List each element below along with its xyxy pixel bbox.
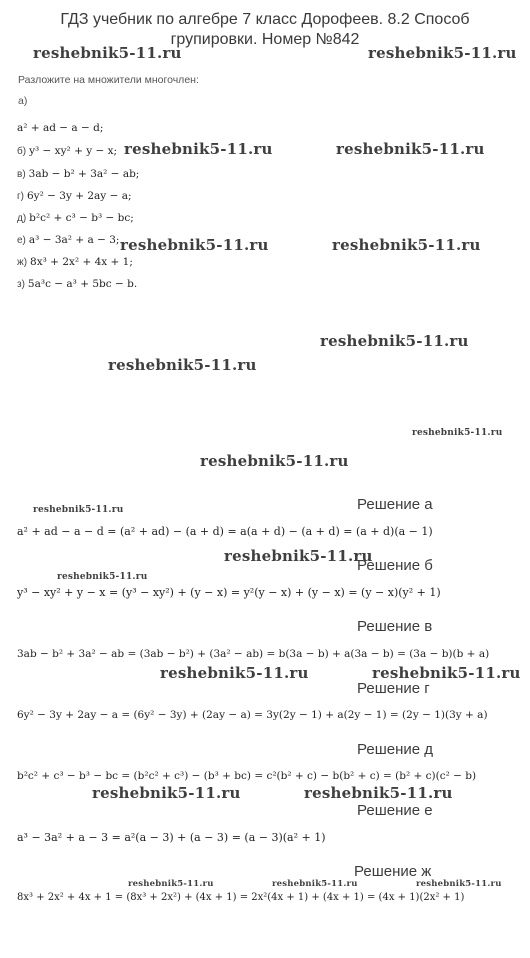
problem-expr: a³ − 3a² + a − 3; [28, 234, 120, 246]
problem-label: в) [17, 169, 26, 180]
problem-e [17, 234, 119, 246]
title-line-1: ГДЗ учебник по алгебре 7 класс Дорофеев. 8.2 Способ [60, 11, 470, 28]
watermark: reshebnik5-11.ru [92, 784, 241, 802]
solution-heading-g: Решение г [357, 680, 430, 697]
watermark: reshebnik5-11.ru [412, 428, 503, 438]
solution-equation-zh: 8x³ + 2x² + 4x + 1 = (8x³ + 2x²) + (4x + 1) = 2x²(4x + 1) + (4x + 1) = (4x + 1)(2x² + 1) [17, 892, 465, 903]
watermark: reshebnik5-11.ru [224, 547, 373, 565]
solution-equation-d: b²c² + c³ − b³ − bc = (b²c² + c³) − (b³ + bc) = c²(b² + c) − b(b² + c) = (b² + c)(c² − b) [17, 770, 477, 782]
problem-z [17, 278, 137, 290]
problem-label: г) [17, 191, 24, 202]
watermark: reshebnik5-11.ru [372, 664, 521, 682]
watermark: reshebnik5-11.ru [128, 879, 214, 889]
problem-expr: 6y² − 3y + 2ay − a; [26, 190, 132, 202]
solution-heading-a: Решение а [357, 496, 433, 513]
problem-label: б) [17, 146, 27, 157]
solution-equation-g: 6y² − 3y + 2ay − a = (6y² − 3y) + (2ay − a) = 3y(2y − 1) + a(2y − 1) = (2y − 1)(3y + a) [17, 709, 488, 721]
watermark: reshebnik5-11.ru [416, 879, 502, 889]
solution-heading-zh: Решение ж [354, 863, 432, 880]
solution-heading-b: Решение б [357, 557, 433, 574]
title-line-2: групировки. Номер №842 [170, 31, 360, 48]
problem-v [17, 168, 139, 180]
watermark: reshebnik5-11.ru [304, 784, 453, 802]
watermark: reshebnik5-11.ru [320, 332, 469, 350]
problem-a: a² + ad − a − d; [17, 122, 104, 134]
problem-d [17, 212, 134, 224]
task-text: Разложите на множители многочлен: [18, 74, 199, 86]
problem-expr: 8x³ + 2x² + 4x + 1; [30, 256, 133, 268]
solution-equation-b: y³ − xy² + y − x = (y³ − xy²) + (y − x) = y²(y − x) + (y − x) = (y − x)(y² + 1) [17, 586, 441, 599]
problem-label: ж) [17, 257, 28, 268]
solution-equation-v: 3ab − b² + 3a² − ab = (3ab − b²) + (3a² − ab) = b(3a − b) + a(3a − b) = (3a − b)(b + a) [17, 648, 490, 660]
problem-expr: 3ab − b² + 3a² − ab; [28, 168, 140, 180]
problem-expr: b²c² + c³ − b³ − bc; [29, 212, 134, 224]
problem-label: з) [17, 279, 25, 290]
solution-heading-d: Решение д [357, 741, 433, 758]
problem-label: е) [17, 235, 26, 246]
problem-expr: y³ − xy² + y − x; [29, 145, 118, 157]
watermark: reshebnik5-11.ru [332, 236, 481, 254]
watermark: reshebnik5-11.ru [33, 44, 182, 62]
solution-equation-e: a³ − 3a² + a − 3 = a²(a − 3) + (a − 3) = (a − 3)(a² + 1) [17, 831, 326, 844]
watermark: reshebnik5-11.ru [160, 664, 309, 682]
watermark: reshebnik5-11.ru [124, 140, 273, 158]
watermark: reshebnik5-11.ru [57, 572, 148, 582]
problem-label: д) [17, 213, 27, 224]
solution-equation-a: a² + ad − a − d = (a² + ad) − (a + d) = a(a + d) − (a + d) = (a + d)(a − 1) [17, 525, 433, 538]
solution-heading-v: Решение в [357, 618, 433, 635]
watermark: reshebnik5-11.ru [120, 236, 269, 254]
item-a-label: а) [18, 95, 28, 107]
watermark: reshebnik5-11.ru [336, 140, 485, 158]
problem-zh [17, 256, 133, 268]
watermark: reshebnik5-11.ru [200, 452, 349, 470]
problem-b [17, 145, 117, 157]
watermark: reshebnik5-11.ru [368, 44, 517, 62]
problem-expr: 5a³c − a³ + 5bc − b. [27, 278, 138, 290]
watermark: reshebnik5-11.ru [33, 505, 124, 515]
solution-heading-e: Решение е [357, 802, 433, 819]
watermark: reshebnik5-11.ru [108, 356, 257, 374]
watermark: reshebnik5-11.ru [272, 879, 358, 889]
problem-g [17, 190, 132, 202]
